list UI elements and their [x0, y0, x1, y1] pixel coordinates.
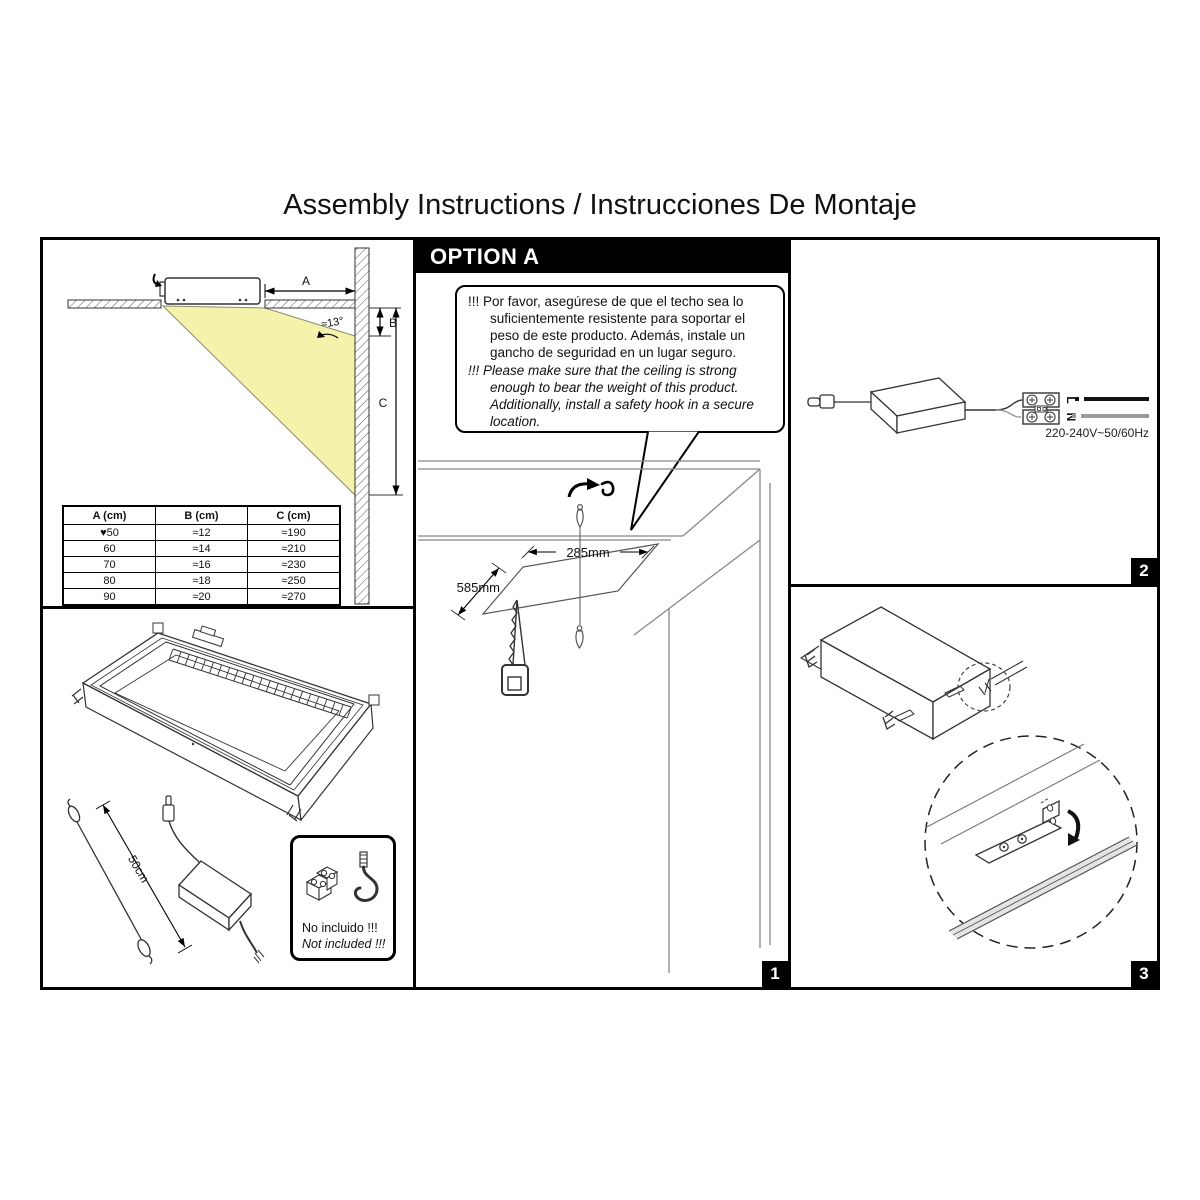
wire-length-label: 50cm	[125, 852, 152, 886]
option-a-header: OPTION A	[416, 240, 788, 273]
angle-label: ≈13°	[320, 315, 345, 331]
table-row: 60 ≈14 ≈210	[63, 541, 340, 557]
not-included-text-es: No incluido !!!	[302, 921, 378, 935]
cutout-depth-label: 585mm	[456, 580, 500, 595]
voltage-rating: 220-240V~50/60Hz	[1045, 426, 1149, 440]
spring-clip	[805, 649, 817, 667]
room-corner	[418, 461, 770, 973]
panel-parts	[40, 606, 416, 990]
terminal-block-icon	[307, 867, 337, 900]
cutout-width-label: 285mm	[566, 545, 610, 560]
table-header: C (cm)	[248, 506, 341, 525]
table-header: B (cm)	[156, 506, 248, 525]
balloon-tail	[631, 432, 699, 530]
ceiling-hatch-right	[265, 300, 355, 308]
step-badge-3: 3	[1131, 961, 1157, 987]
bracket-drawing	[791, 587, 1157, 987]
step-badge-2: 2	[1131, 558, 1157, 584]
live-label: L	[1064, 396, 1078, 404]
dim-a-label: A	[301, 274, 311, 288]
panel-power	[788, 237, 1160, 587]
warning-text-en: !!! Please make sure that the ceiling is strong enough to bear the weight of this product. Additionally, install a safety hook in a secure location.	[468, 363, 754, 429]
trough-fixture	[72, 623, 379, 821]
table-row: ♥50 ≈12 ≈190	[63, 525, 340, 541]
ceiling-cutout-drawing	[416, 273, 788, 987]
top-tab	[153, 623, 163, 633]
side-tab	[369, 695, 379, 705]
power-drawing	[791, 240, 1157, 584]
wall-hatch	[355, 248, 369, 604]
warning-text-es: !!! Por favor, asegúrese de que el techo sea lo suficientemente resistente para soportar el peso de este producto. Además, instale un gancho de seguridad en un lugar seguro.	[468, 294, 746, 360]
table-header: A (cm)	[63, 506, 156, 525]
not-included-icons	[293, 840, 393, 918]
panel-beam-diagram	[40, 237, 416, 609]
saw-icon	[502, 600, 528, 695]
neutral-label: N	[1064, 412, 1078, 422]
ceiling-hook-icon	[355, 852, 377, 900]
dc-plug-icon	[808, 395, 871, 408]
page-title: Assembly Instructions / Instrucciones De Montaje	[283, 189, 917, 221]
ceiling-hatch-left	[68, 300, 161, 308]
corner-clip	[72, 689, 83, 704]
hook-icon	[602, 482, 613, 495]
driver-box	[871, 378, 965, 433]
driver-unit	[163, 796, 264, 963]
terminal-block	[1023, 393, 1059, 424]
table-row: 90 ≈20 ≈270	[63, 589, 340, 606]
distance-table	[62, 505, 341, 606]
not-included-text-en: Not included !!!	[302, 937, 386, 951]
not-included-box	[290, 835, 396, 961]
panel-bracket	[788, 584, 1160, 990]
table-row: 80 ≈18 ≈250	[63, 573, 340, 589]
table-row: 70 ≈16 ≈230	[63, 557, 340, 573]
dim-b-label: B	[389, 316, 398, 330]
panel-option-a	[413, 237, 791, 990]
installed-fixture	[801, 607, 1027, 739]
step-badge-1: 1	[762, 961, 788, 987]
dim-c-label: C	[378, 396, 388, 410]
